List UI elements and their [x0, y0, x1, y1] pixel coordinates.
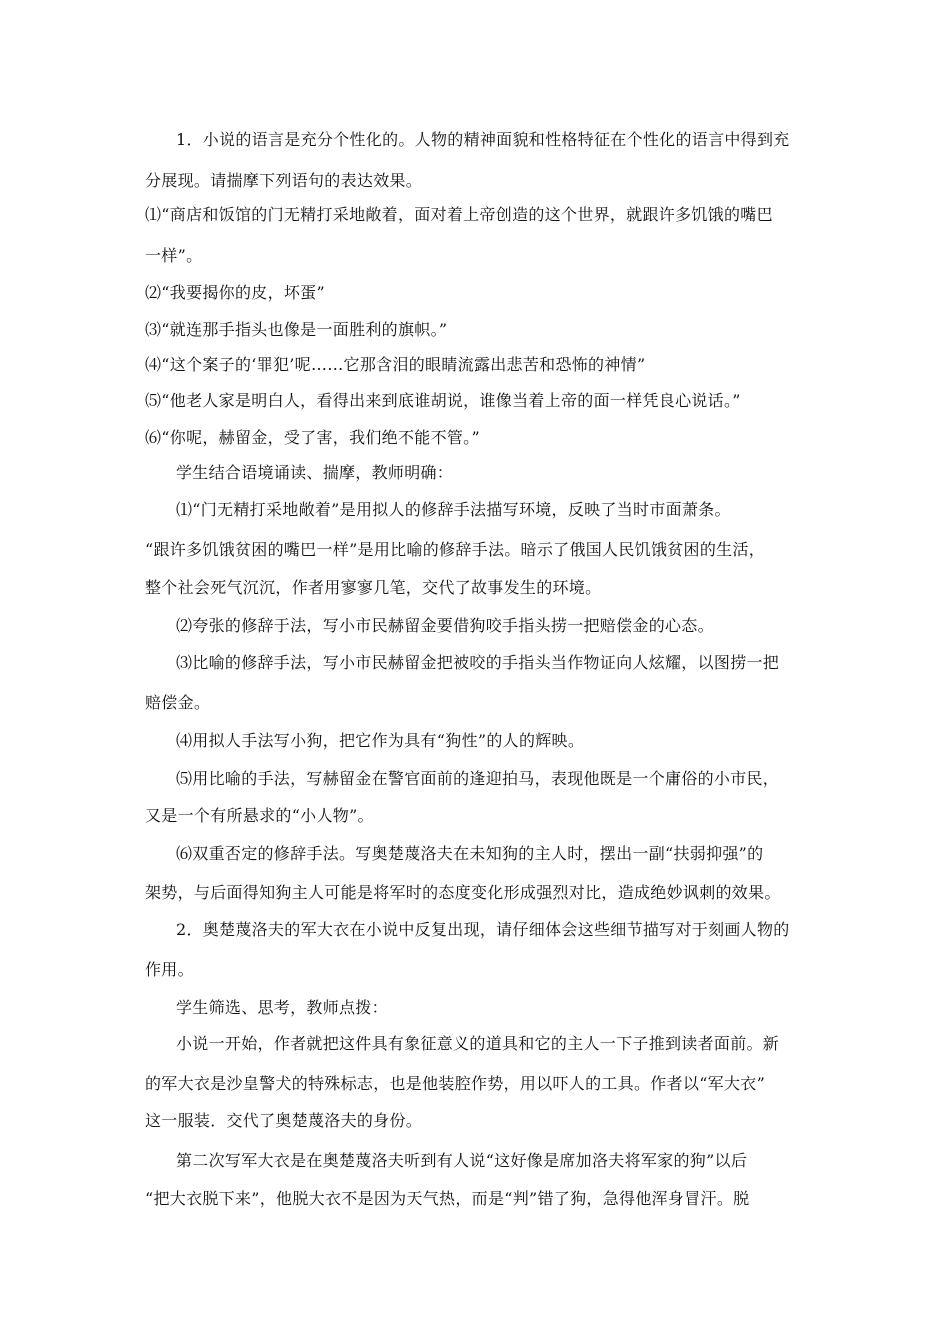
quote-item-2: ⑵“我要揭你的皮，坏蛋”	[145, 283, 325, 302]
answer-item-4: ⑷用拟人手法写小狗，把它作为具有“狗性”的人的辉映。	[176, 731, 585, 750]
answer-item-1: ⑴“门无精打采地敞着”是用拟人的修辞手法描写环境，反映了当时市面萧条。	[176, 500, 731, 519]
paragraph-line: “跟许多饥饿贫困的嘴巴一样”是用比喻的修辞手法。暗示了俄国人民饥饿贫困的生活，	[145, 540, 766, 559]
paragraph-line: 学生结合语境诵读、揣摩，教师明确：	[176, 463, 454, 482]
paragraph-line: 分展现。请揣摩下列语句的表达效果。	[145, 171, 423, 190]
paragraph-line: 1．小说的语言是充分个性化的。人物的精神面貌和性格特征在个性化的语言中得到充	[176, 130, 790, 149]
question-2: 2．奥楚蔑洛夫的军大衣在小说中反复出现，请仔细体会这些细节描写对于刻画人物的	[176, 920, 790, 939]
quote-item-3: ⑶“就连那手指头也像是一面胜利的旗帜。”	[145, 320, 448, 339]
quote-item-5: ⑸“他老人家是明白人，看得出来到底谁胡说，谁像当着上帝的面一样凭良心说话。”	[145, 391, 741, 410]
paragraph-line: 第二次写军大衣是在奥楚蔑洛夫听到有人说“这好像是席加洛夫将军家的狗”以后	[176, 1151, 748, 1170]
quote-item-4: ⑷“这个案子的‘罪犯’呢……它那含泪的眼睛流露出悲苦和恐怖的神情”	[145, 355, 646, 374]
paragraph-line: 整个社会死气沉沉，作者用寥寥几笔，交代了故事发生的环境。	[145, 578, 602, 597]
paragraph-line: 小说一开始，作者就把这件具有象征意义的道具和它的主人一下子推到读者面前。新	[176, 1034, 780, 1053]
answer-item-2: ⑵夸张的修辞于法，写小市民赫留金要借狗咬手指头捞一把赔偿金的心态。	[176, 616, 714, 635]
quote-item-6: ⑹“你呢，赫留金，受了害，我们绝不能不管。”	[145, 428, 480, 447]
answer-item-5: ⑸用比喻的手法，写赫留金在警官面前的逢迎拍马，表现他既是一个庸俗的小市民，	[176, 769, 780, 788]
paragraph-line: 学生筛选、思考，教师点拨：	[176, 998, 388, 1017]
paragraph-line: 的军大衣是沙皇警犬的特殊标志，也是他装腔作势，用以吓人的工具。作者以“军大衣”	[145, 1074, 766, 1093]
answer-item-3: ⑶比喻的修辞手法，写小市民赫留金把被咬的手指头当作物证向人炫耀，以图捞一把	[176, 653, 780, 672]
paragraph-line: 这一服装．交代了奥楚蔑洛夫的身份。	[145, 1111, 423, 1130]
quote-item-1: ⑴“商店和饭馆的门无精打采地敞着，面对着上帝创造的这个世界，就跟许多饥饿的嘴巴	[145, 205, 773, 224]
paragraph-line: 作用。	[145, 960, 194, 979]
answer-item-6: ⑹双重否定的修辞手法。写奥楚蔑洛夫在未知狗的主人时，摆出一副“扶弱抑强”的	[176, 844, 764, 863]
paragraph-line: 架势，与后面得知狗主人可能是将军时的态度变化形成强烈对比，造成绝妙讽刺的效果。	[145, 883, 781, 902]
paragraph-line: 赔偿金。	[145, 693, 211, 712]
paragraph-line: 又是一个有所悬求的“小人物”。	[145, 806, 374, 825]
paragraph-line: “把大衣脱下来”，他脱大衣不是因为天气热，而是“判”错了狗，急得他浑身冒汗。脱	[145, 1189, 750, 1208]
paragraph-line: 一样”。	[145, 246, 203, 265]
